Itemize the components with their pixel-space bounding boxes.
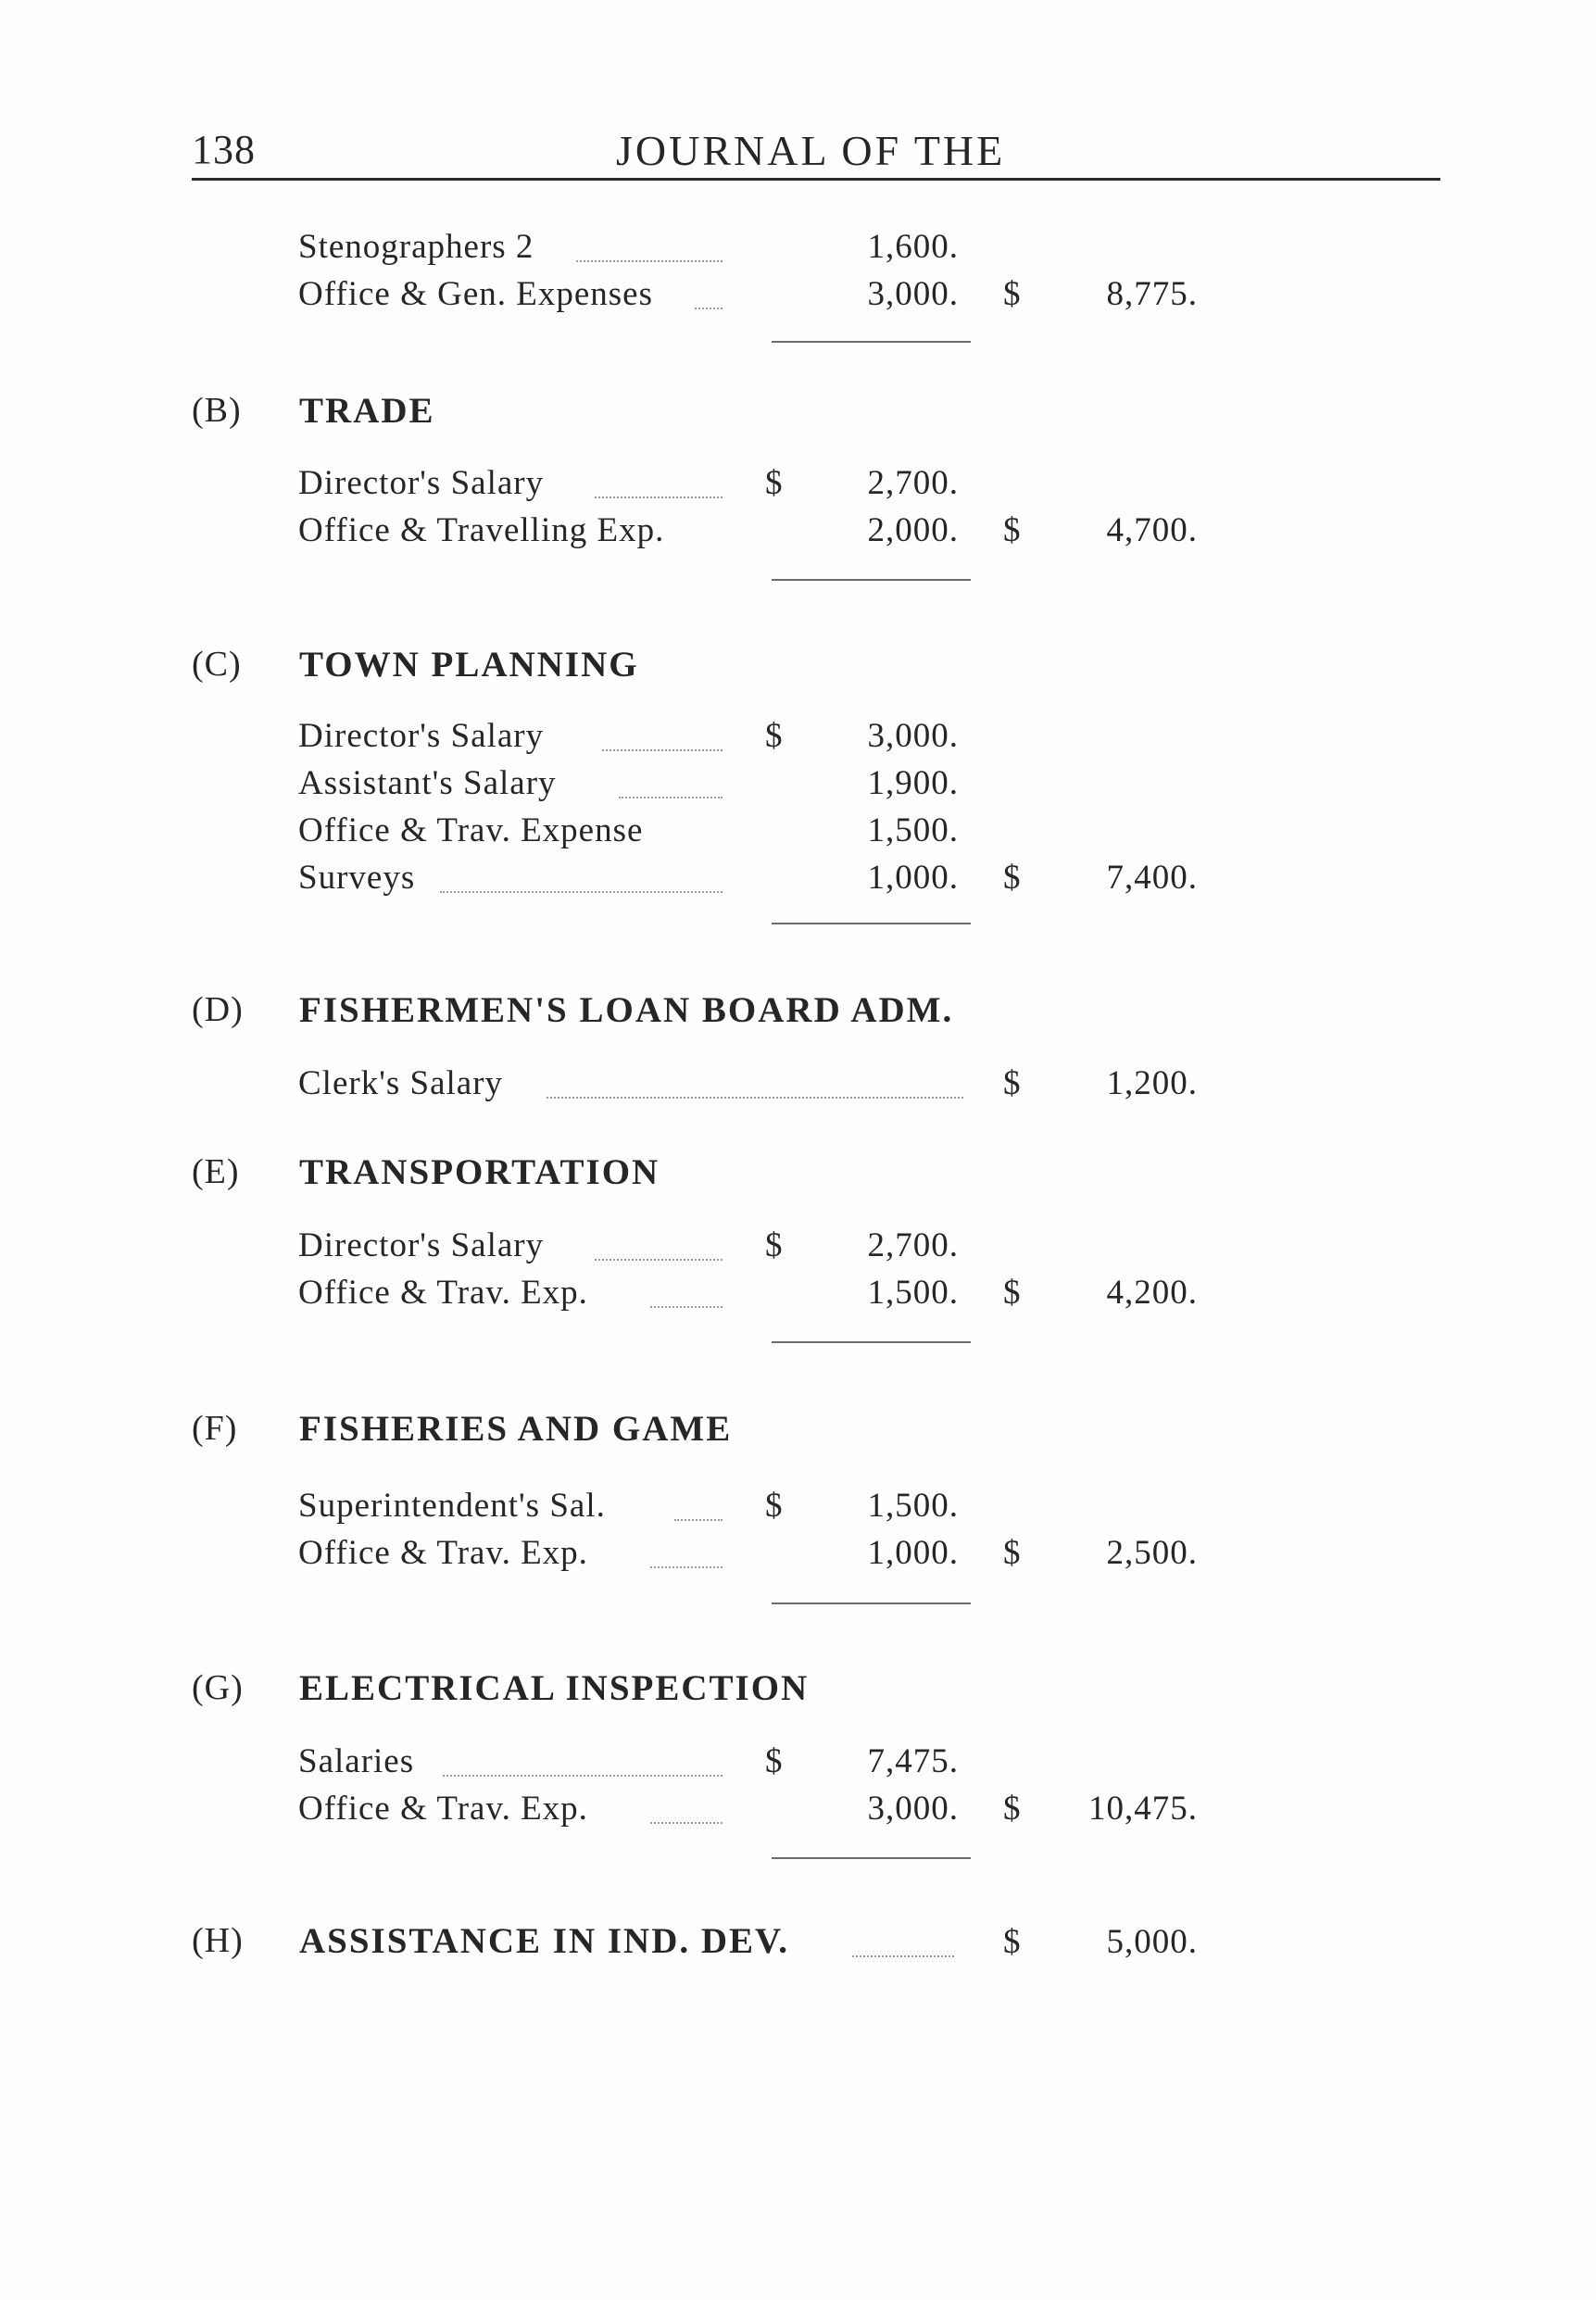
row-label: Office & Trav. Expense bbox=[298, 811, 644, 849]
row-label: Director's Salary bbox=[298, 1226, 545, 1264]
row-amount: 7,475. bbox=[867, 1742, 959, 1780]
leader-dots bbox=[650, 1566, 723, 1568]
budget-row bbox=[0, 811, 1596, 859]
budget-row bbox=[0, 463, 1596, 511]
row-currency: $ bbox=[765, 464, 783, 502]
budget-row bbox=[0, 1486, 1596, 1534]
leader-dots bbox=[595, 1259, 723, 1261]
row-currency: $ bbox=[765, 1487, 783, 1525]
row-label: Surveys bbox=[298, 859, 416, 897]
section-marker: (F) bbox=[192, 1409, 238, 1448]
section-marker: (B) bbox=[192, 391, 242, 430]
budget-row bbox=[0, 1225, 1596, 1274]
row-currency: $ bbox=[765, 717, 783, 755]
row-label: Assistant's Salary bbox=[298, 764, 557, 802]
row-amount: 1,500. bbox=[867, 1274, 959, 1312]
section-marker: (D) bbox=[192, 990, 244, 1029]
leader-dots bbox=[547, 1097, 963, 1099]
row-amount: 2,000. bbox=[867, 511, 959, 549]
row-total: 5,000. bbox=[1106, 1923, 1198, 1961]
budget-row bbox=[0, 763, 1596, 811]
section-marker: (H) bbox=[192, 1921, 244, 1960]
section-heading: TRADE bbox=[299, 391, 435, 431]
sum-rule bbox=[772, 341, 971, 343]
total-currency: $ bbox=[1003, 859, 1021, 897]
running-title: JOURNAL OF THE bbox=[616, 127, 1006, 174]
row-label: Superintendent's Sal. bbox=[298, 1487, 606, 1525]
total-currency: $ bbox=[1003, 275, 1021, 313]
section-marker: (G) bbox=[192, 1668, 244, 1707]
sum-rule bbox=[772, 1602, 971, 1604]
total-currency: $ bbox=[1003, 1923, 1021, 1961]
total-currency: $ bbox=[1003, 1064, 1021, 1102]
budget-row bbox=[0, 274, 1596, 322]
row-label: Clerk's Salary bbox=[298, 1064, 504, 1102]
leader-dots bbox=[440, 891, 723, 893]
row-label: Office & Gen. Expenses bbox=[298, 275, 653, 313]
row-amount: 1,500. bbox=[867, 1487, 959, 1525]
leader-dots bbox=[695, 308, 723, 309]
section-heading: FISHERMEN'S LOAN BOARD ADM. bbox=[299, 990, 954, 1030]
total-currency: $ bbox=[1003, 511, 1021, 549]
row-currency: $ bbox=[765, 1226, 783, 1264]
row-label: Stenographers 2 bbox=[298, 228, 534, 266]
row-amount: 2,700. bbox=[867, 1226, 959, 1264]
budget-row bbox=[0, 858, 1596, 906]
row-amount: 3,000. bbox=[867, 717, 959, 755]
leader-dots bbox=[852, 1955, 954, 1957]
leader-dots bbox=[650, 1306, 723, 1308]
row-total: 1,200. bbox=[1106, 1064, 1198, 1102]
row-total: 10,475. bbox=[1088, 1790, 1198, 1828]
row-label: Office & Trav. Exp. bbox=[298, 1534, 588, 1572]
leader-dots bbox=[619, 797, 723, 798]
row-label: Director's Salary bbox=[298, 717, 545, 755]
leader-dots bbox=[595, 496, 723, 498]
budget-row bbox=[0, 1273, 1596, 1321]
section-heading: ASSISTANCE IN IND. DEV. bbox=[299, 1921, 789, 1961]
row-amount: 1,900. bbox=[867, 764, 959, 802]
row-amount: 3,000. bbox=[867, 275, 959, 313]
row-amount: 1,500. bbox=[867, 811, 959, 849]
row-amount: 3,000. bbox=[867, 1790, 959, 1828]
row-amount: 1,600. bbox=[867, 228, 959, 266]
row-label: Office & Trav. Exp. bbox=[298, 1274, 588, 1312]
row-amount: 1,000. bbox=[867, 859, 959, 897]
budget-row bbox=[0, 510, 1596, 559]
row-label: Office & Travelling Exp. bbox=[298, 511, 665, 549]
total-currency: $ bbox=[1003, 1274, 1021, 1312]
budget-row bbox=[0, 1789, 1596, 1837]
total-currency: $ bbox=[1003, 1790, 1021, 1828]
budget-row bbox=[0, 1533, 1596, 1581]
row-total: 8,775. bbox=[1106, 275, 1198, 313]
sum-rule bbox=[772, 1857, 971, 1859]
leader-dots bbox=[602, 749, 723, 751]
sum-rule bbox=[772, 579, 971, 581]
leader-dots bbox=[650, 1822, 723, 1824]
row-total: 7,400. bbox=[1106, 859, 1198, 897]
section-marker: (E) bbox=[192, 1152, 240, 1191]
page-number: 138 bbox=[192, 127, 256, 172]
header-rule bbox=[192, 178, 1440, 181]
leader-dots bbox=[443, 1775, 723, 1777]
budget-row bbox=[0, 716, 1596, 764]
leader-dots bbox=[674, 1519, 723, 1521]
row-label: Salaries bbox=[298, 1742, 415, 1780]
row-total: 4,200. bbox=[1106, 1274, 1198, 1312]
row-label: Director's Salary bbox=[298, 464, 545, 502]
row-label: Office & Trav. Exp. bbox=[298, 1790, 588, 1828]
row-amount: 1,000. bbox=[867, 1534, 959, 1572]
section-marker: (C) bbox=[192, 645, 242, 684]
page-header bbox=[192, 120, 1440, 176]
total-currency: $ bbox=[1003, 1534, 1021, 1572]
leader-dots bbox=[576, 260, 723, 262]
budget-row bbox=[0, 1741, 1596, 1790]
section-heading: FISHERIES AND GAME bbox=[299, 1409, 733, 1449]
sum-rule bbox=[772, 923, 971, 924]
budget-row bbox=[0, 227, 1596, 275]
row-total: 2,500. bbox=[1106, 1534, 1198, 1572]
row-total: 4,700. bbox=[1106, 511, 1198, 549]
budget-row bbox=[0, 1063, 1596, 1112]
row-amount: 2,700. bbox=[867, 464, 959, 502]
section-heading: ELECTRICAL INSPECTION bbox=[299, 1668, 810, 1708]
row-currency: $ bbox=[765, 1742, 783, 1780]
sum-rule bbox=[772, 1341, 971, 1343]
section-heading: TRANSPORTATION bbox=[299, 1152, 660, 1192]
section-heading: TOWN PLANNING bbox=[299, 645, 639, 685]
